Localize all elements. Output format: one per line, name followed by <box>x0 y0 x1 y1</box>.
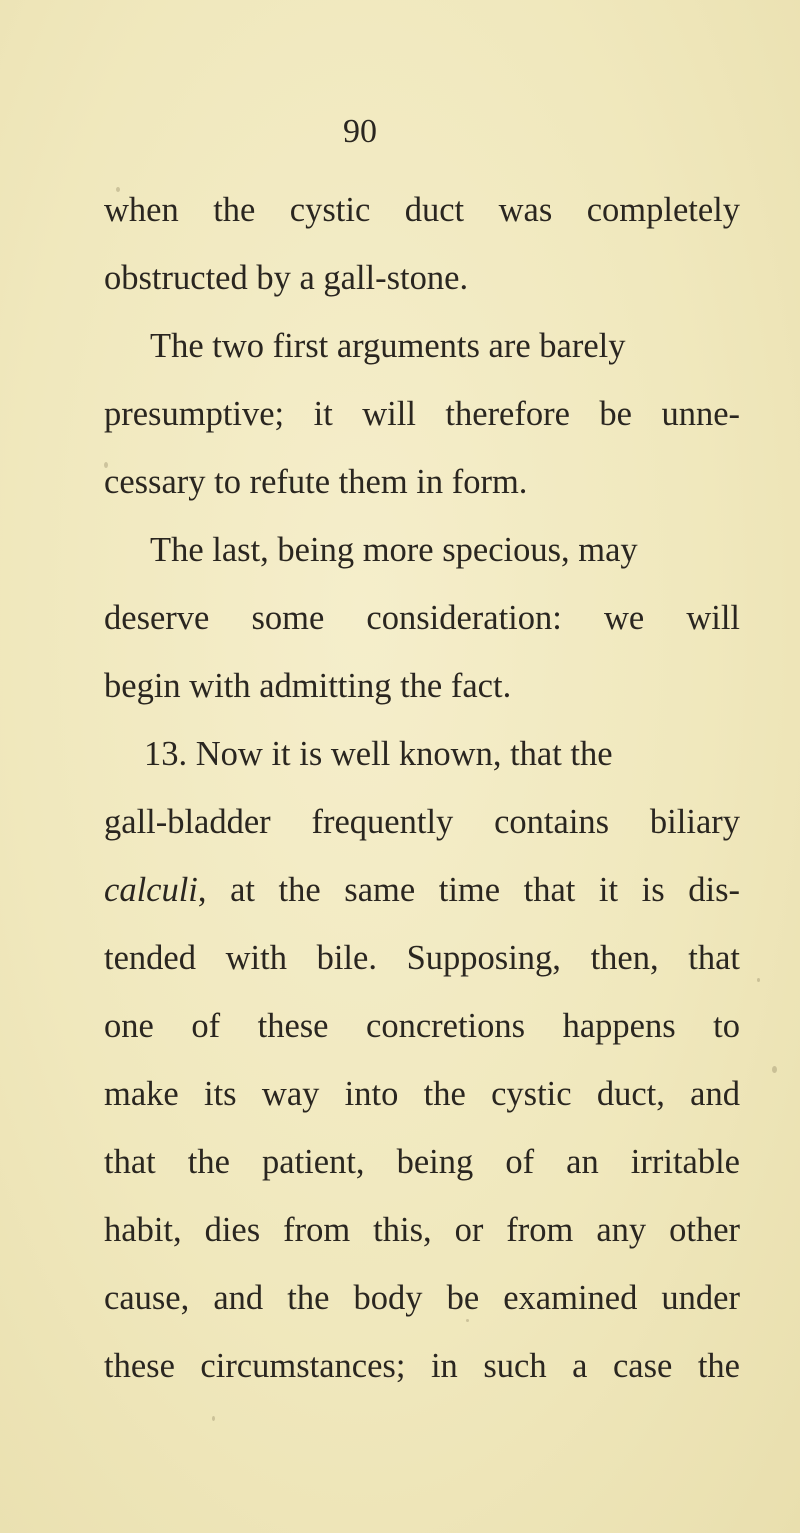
text-line: The two first arguments are barely <box>150 327 626 365</box>
text-line: tended with bile. Supposing, then, that <box>104 939 740 977</box>
paper-speck <box>466 1319 469 1322</box>
paper-speck <box>772 1066 777 1073</box>
text-line: these circumstances; in such a case the <box>104 1347 740 1385</box>
text-line: cessary to refute them in form. <box>104 463 528 501</box>
page-number: 90 <box>343 113 377 150</box>
text-line: presumptive; it will therefore be unne- <box>104 395 740 433</box>
text-line-rest: , at the same time that it is dis- <box>197 871 740 909</box>
text-line: deserve some consideration: we will <box>104 599 740 637</box>
italic-term: calculi <box>104 871 198 909</box>
text-line: when the cystic duct was completely <box>104 191 740 229</box>
text-line: that the patient, being of an irritable <box>104 1143 740 1181</box>
text-line: begin with admitting the fact. <box>104 667 512 705</box>
text-line: gall-bladder frequently contains biliary <box>104 803 740 841</box>
text-line: habit, dies from this, or from any other <box>104 1211 740 1249</box>
text-line <box>104 856 740 924</box>
text-line: obstructed by a gall-stone. <box>104 259 469 297</box>
text-line: cause, and the body be examined under <box>104 1279 740 1317</box>
paper-speck <box>104 462 108 468</box>
section-start-line: 13. Now it is well known, that the <box>144 735 613 773</box>
text-line: one of these concretions happens to <box>104 1007 740 1045</box>
text-line: make its way into the cystic duct, and <box>104 1075 740 1113</box>
paper-speck <box>757 978 760 982</box>
text-line: The last, being more specious, may <box>150 531 638 569</box>
paper-speck <box>116 187 120 192</box>
body-text <box>104 176 740 1400</box>
paper-speck <box>212 1416 215 1421</box>
